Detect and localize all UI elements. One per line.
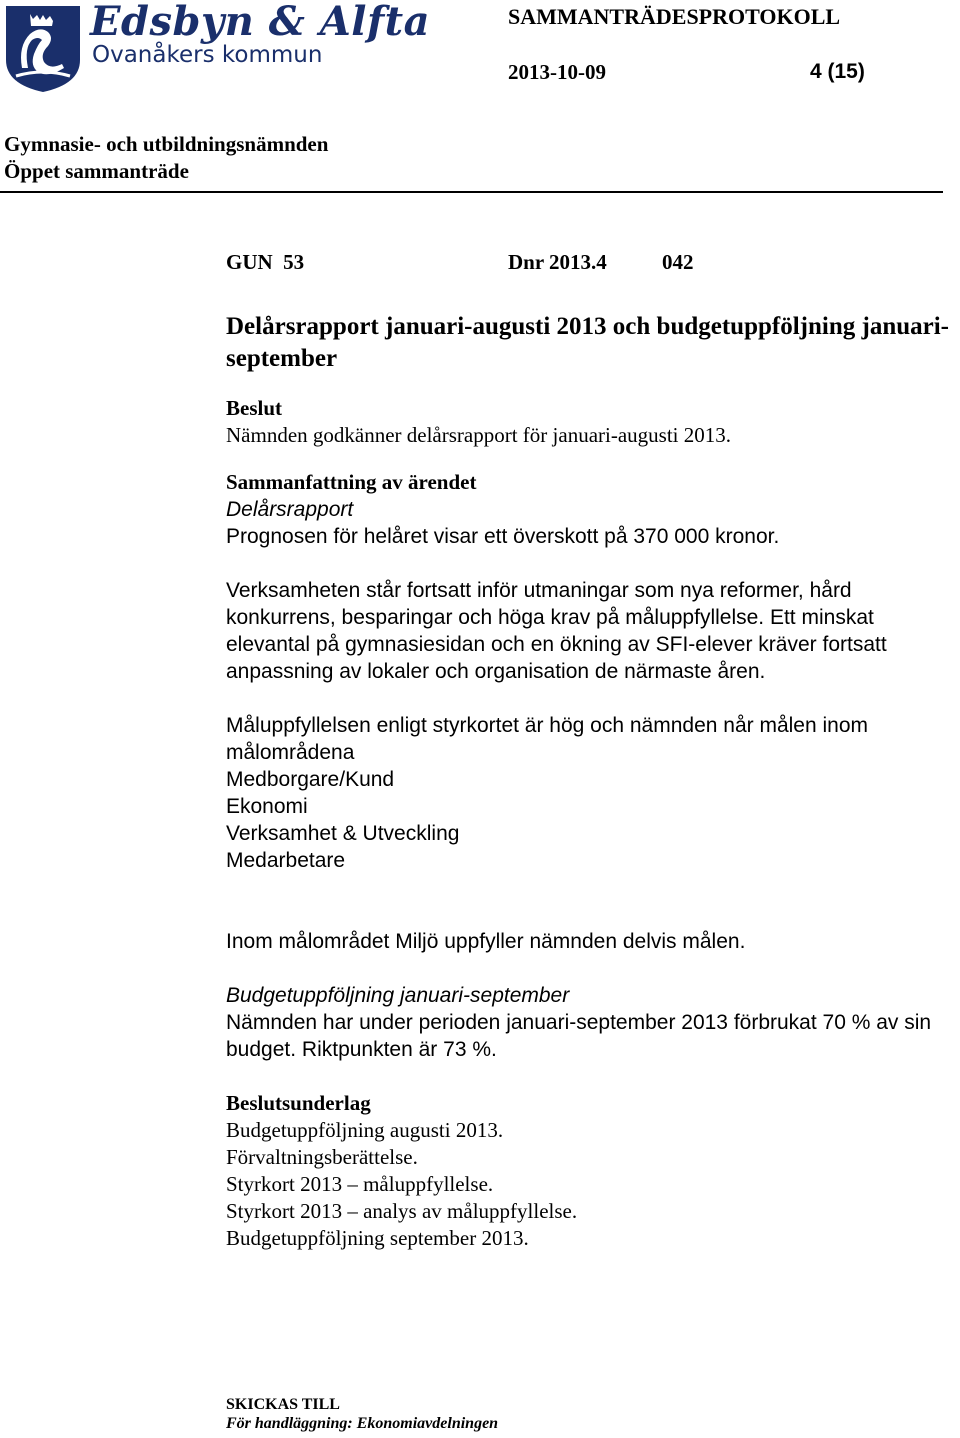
basis-item: Styrkort 2013 – måluppfyllelse. — [226, 1172, 494, 1196]
environment-text: Inom målområdet Miljö uppfyller nämnden delvis målen. — [226, 930, 746, 953]
committee-name: Gymnasie- och utbildningsnämnden — [4, 132, 329, 156]
forecast-text: Prognosen för helåret visar ett överskott på 370 000 kronor. — [226, 525, 780, 548]
basis-item: Styrkort 2013 – analys av måluppfyllelse. — [226, 1199, 578, 1223]
goal-area-item: Verksamhet & Utveckling — [226, 822, 460, 845]
summary-heading: Sammanfattning av ärendet — [226, 470, 477, 494]
logo-name-line1: Edsbyn & Alfta — [90, 0, 431, 45]
decision-text: Nämnden godkänner delårsrapport för januari-augusti 2013. — [226, 423, 732, 447]
report-subheading: Delårsrapport — [226, 498, 354, 521]
goal-area-item: Ekonomi — [226, 795, 308, 818]
item-title: Delårsrapport januari-augusti 2013 och budgetuppföljning januari-september — [226, 313, 949, 372]
goal-area-item: Medarbetare — [226, 849, 346, 872]
item-reference — [226, 250, 951, 282]
budget-subheading: Budgetuppföljning januari-september — [226, 984, 570, 1007]
send-to-label: SKICKAS TILL — [226, 1396, 340, 1413]
swan-emblem-icon — [2, 2, 84, 94]
goals-intro: Måluppfyllelsen enligt styrkortet är hög och nämnden når målen inom målområdena — [226, 714, 869, 764]
decision-heading: Beslut — [226, 396, 283, 420]
document-body — [226, 250, 951, 1252]
item-number: GUN 53 — [226, 250, 305, 274]
budget-text: Nämnden har under perioden januari-september 2013 förbrukat 70 % av sin budget. Riktpunkten är 73 %. — [226, 1011, 932, 1061]
summary-section — [226, 496, 951, 1063]
meeting-type: Öppet sammanträde — [4, 159, 189, 183]
basis-item: Förvaltningsberättelse. — [226, 1145, 418, 1169]
committee-block — [4, 131, 328, 185]
goal-area-item: Medborgare/Kund — [226, 768, 395, 791]
distribution-footer — [226, 1395, 498, 1433]
logo-name-line2: Ovanåkers kommun — [92, 42, 323, 68]
basis-item: Budgetuppföljning augusti 2013. — [226, 1118, 504, 1142]
document-type: SAMMANTRÄDESPROTOKOLL — [508, 4, 841, 29]
page-number: 4 (15) — [810, 60, 865, 83]
handling-recipient: För handläggning: Ekonomiavdelningen — [226, 1415, 499, 1432]
diary-code: 042 — [662, 250, 694, 274]
basis-item: Budgetuppföljning september 2013. — [226, 1226, 529, 1250]
challenges-text: Verksamheten står fortsatt inför utmaningar som nya reformer, hård konkurrens, besparingar och höga krav på måluppfyllelse. Ett minskat elevantal på gymnasiesidan och en ökning av SFI-elever kräver fortsatt anpassning av lokaler och organisation de närmaste åren. — [226, 579, 887, 683]
basis-heading: Beslutsunderlag — [226, 1091, 371, 1115]
diary-number: Dnr 2013.4 — [508, 250, 607, 274]
meeting-date: 2013-10-09 — [508, 60, 606, 84]
municipality-logo — [0, 0, 431, 95]
header-divider — [0, 191, 943, 193]
